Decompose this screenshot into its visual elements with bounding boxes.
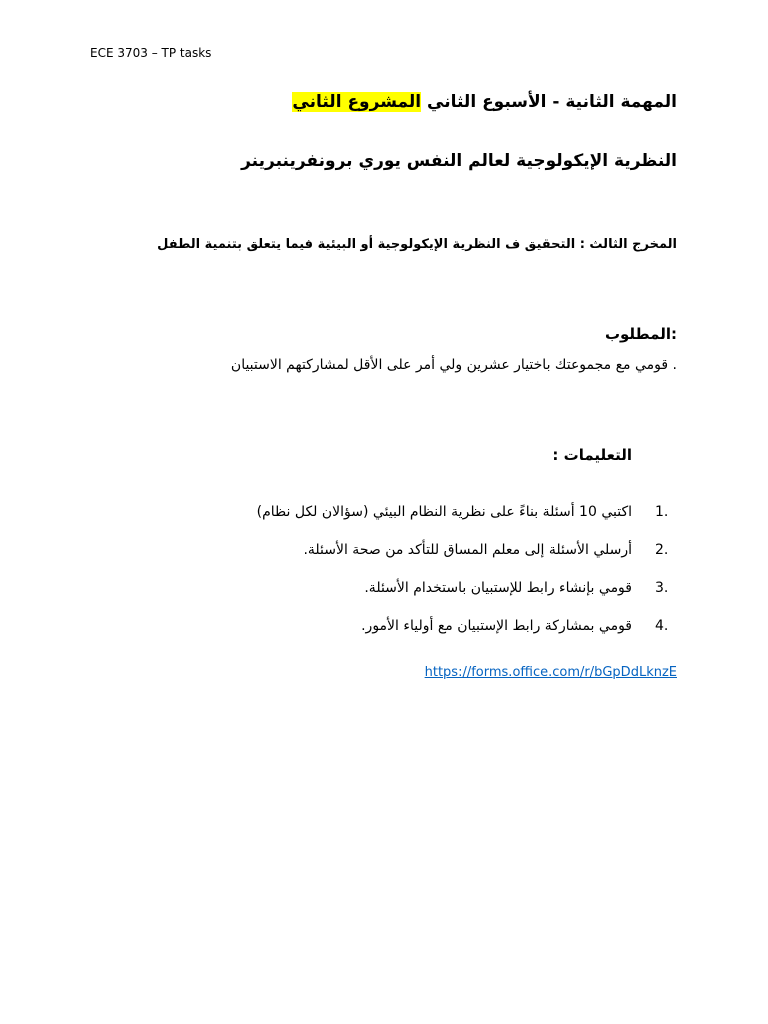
instruction-number: 1. [655, 504, 669, 520]
instruction-item [0, 618, 768, 640]
instruction-text: اكتبي 10 أسئلة بناءً على نظرية النظام البيئي (سؤالان لكل نظام) [256, 504, 632, 520]
instruction-text: أرسلي الأسئلة إلى معلم المساق للتأكد من صحة الأسئلة. [303, 542, 632, 558]
required-text: . قومي مع مجموعتك باختيار عشرين ولي أمر على الأقل لمشاركتهم الاستبيان [230, 357, 677, 373]
instruction-number: 2. [655, 542, 669, 558]
theory-title: النظرية الإيكولوجية لعالم النفس يوري برونفرينبرينر [241, 151, 677, 171]
instructions-heading: التعليمات : [552, 446, 632, 464]
task-title-main: المهمة الثانية - الأسبوع الثاني [427, 92, 677, 112]
instruction-number: 3. [655, 580, 669, 596]
survey-link[interactable]: https://forms.office.com/r/bGpDdLknzE [424, 665, 677, 680]
task-title [292, 92, 677, 112]
project-highlight: المشروع الثاني [292, 92, 422, 112]
required-heading: :المطلوب [604, 325, 677, 343]
instruction-item [0, 542, 768, 564]
instruction-item [0, 504, 768, 526]
outcome-statement: المخرج الثالث : التحقيق ف النظرية الإيكولوجية أو البيئية فيما يتعلق بتنمية الطفل [157, 237, 677, 252]
instruction-item [0, 580, 768, 602]
instruction-text: قومي بمشاركة رابط الإستبيان مع أولياء الأمور. [361, 618, 632, 634]
instruction-number: 4. [655, 618, 669, 634]
instruction-text: قومي بإنشاء رابط للإستبيان باستخدام الأسئلة. [364, 580, 632, 596]
page-header: ECE 3703 – TP tasks [90, 46, 212, 60]
